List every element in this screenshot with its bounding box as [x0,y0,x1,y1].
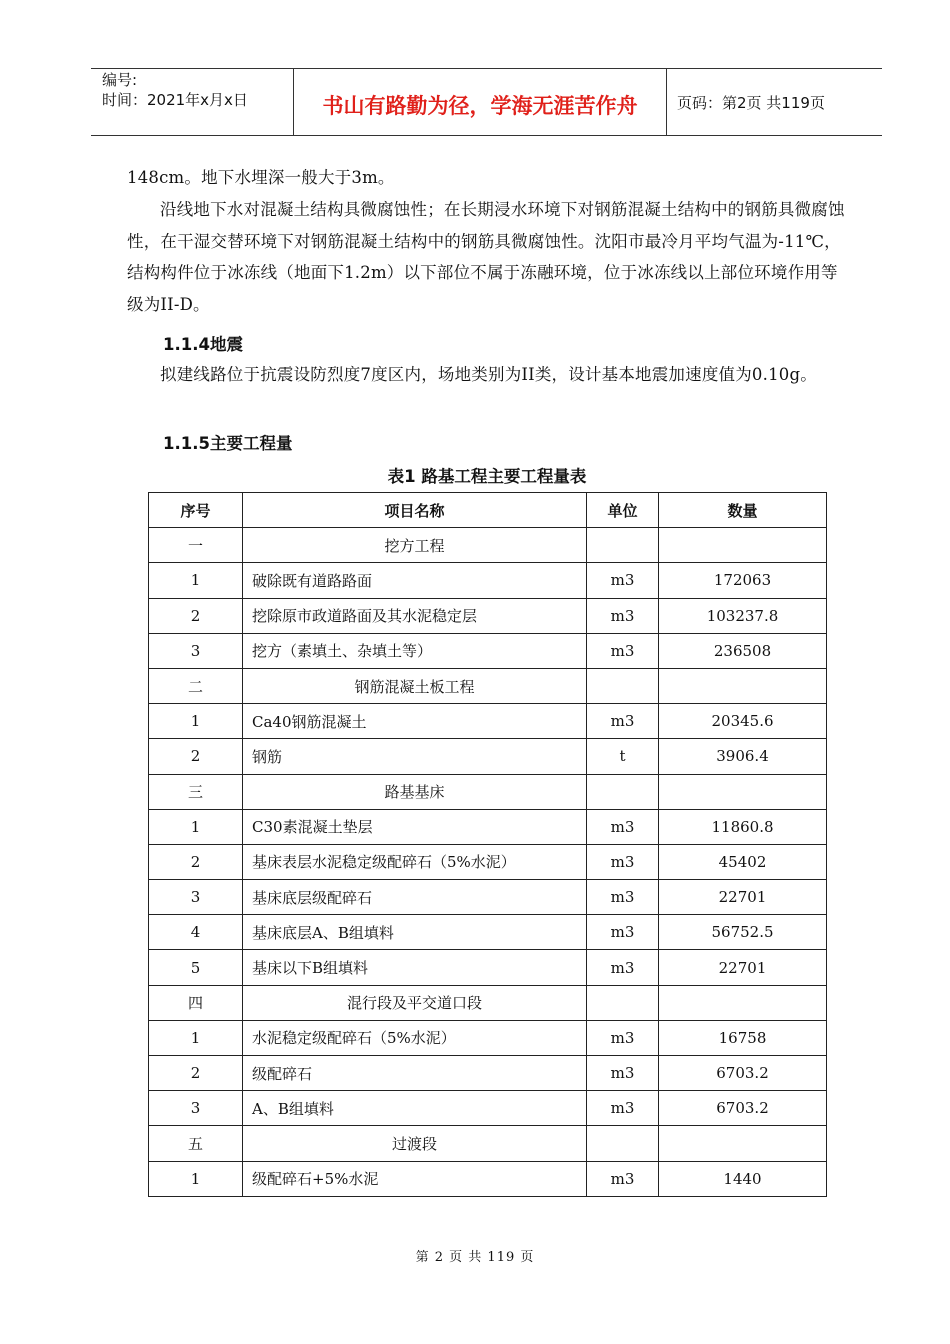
header-motto: 书山有路勤为径，学海无涯苦作舟 [322,94,638,118]
cell-no: 5 [149,950,243,985]
cell-name: Ca40钢筋混凝土 [243,704,587,739]
cell-name: 水泥稳定级配碎石（5%水泥） [243,1020,587,1055]
cell-no: 1 [149,1161,243,1196]
cell-unit: m3 [587,880,659,915]
section-heading-quantities: 1.1.5主要工程量 [163,434,293,453]
table-row [149,563,827,598]
cell-name: C30素混凝土垫层 [243,809,587,844]
cell-name: A、B组填料 [243,1091,587,1126]
cell-name: 钢筋混凝土板工程 [243,668,587,703]
cell-name: 路基基床 [243,774,587,809]
cell-name: 钢筋 [243,739,587,774]
cell-qty: 6703.2 [659,1091,827,1126]
cell-unit: m3 [587,1056,659,1091]
cell-no: 2 [149,739,243,774]
table-row [149,985,827,1020]
cell-qty: 56752.5 [659,915,827,950]
cell-qty: 16758 [659,1020,827,1055]
cell-qty [659,528,827,563]
header-page-info: 页码：第2页 共119页 [677,94,825,112]
cell-no: 五 [149,1126,243,1161]
cell-unit: m3 [587,1020,659,1055]
table-row [149,1161,827,1196]
cell-qty: 172063 [659,563,827,598]
table-row [149,880,827,915]
page-footer: 第 2 页 共 119 页 [415,1250,535,1265]
header-unit: 单位 [587,493,659,528]
cell-unit: m3 [587,809,659,844]
cell-qty: 22701 [659,880,827,915]
cell-no: 1 [149,809,243,844]
cell-no: 三 [149,774,243,809]
header-top-rule [91,68,882,69]
cell-qty [659,774,827,809]
paragraph-text: 沿线地下水对混凝土结构具微腐蚀性；在长期浸水环境下对钢筋混凝土结构中的钢筋具微腐蚀性，在干湿交替环境下对钢筋混凝土结构中的钢筋具微腐蚀性。沈阳市最冷月平均气温为-11℃，结构构件位于冰冻线（地面下1.2m）以下部位不属于冻融环境，位于冰冻线以上部位环境作用等级为II-D。 [127,200,845,314]
cell-unit: m3 [587,598,659,633]
cell-qty: 45402 [659,844,827,879]
cell-qty: 1440 [659,1161,827,1196]
cell-unit [587,985,659,1020]
cell-unit: m3 [587,1161,659,1196]
cell-unit: m3 [587,915,659,950]
cell-name: 基床以下B组填料 [243,950,587,985]
cell-no: 3 [149,880,243,915]
cell-unit: t [587,739,659,774]
cell-name: 挖方工程 [243,528,587,563]
header-no: 序号 [149,493,243,528]
cell-unit: m3 [587,563,659,598]
table-row [149,739,827,774]
cell-name: 级配碎石 [243,1056,587,1091]
table-row [149,668,827,703]
header-qty: 数量 [659,493,827,528]
cell-unit [587,1126,659,1161]
cell-qty: 3906.4 [659,739,827,774]
cell-unit [587,774,659,809]
cell-name: 过渡段 [243,1126,587,1161]
table-row [149,704,827,739]
table-body [149,528,827,1197]
cell-no: 一 [149,528,243,563]
document-time-label: 时间：2021年x月x日 [102,91,248,109]
table-row [149,774,827,809]
section-heading-earthquake: 1.1.4地震 [163,335,243,354]
table-row [149,1056,827,1091]
cell-no: 3 [149,633,243,668]
cell-qty: 103237.8 [659,598,827,633]
cell-no: 4 [149,915,243,950]
header-name: 项目名称 [243,493,587,528]
cell-name: 级配碎石+5%水泥 [243,1161,587,1196]
header-bottom-rule [91,135,882,136]
cell-no: 2 [149,598,243,633]
cell-qty: 20345.6 [659,704,827,739]
cell-qty: 236508 [659,633,827,668]
cell-unit: m3 [587,633,659,668]
cell-name: 破除既有道路路面 [243,563,587,598]
cell-no: 3 [149,1091,243,1126]
table-row [149,1020,827,1055]
table-row [149,915,827,950]
cell-unit: m3 [587,844,659,879]
cell-name: 基床底层级配碎石 [243,880,587,915]
paragraph-groundwater-depth [127,162,847,194]
cell-name: 混行段及平交道口段 [243,985,587,1020]
table-header-row [149,493,827,528]
table-caption: 表1 路基工程主要工程量表 [387,467,587,486]
table-row [149,1126,827,1161]
cell-no: 二 [149,668,243,703]
table-row [149,1091,827,1126]
table-row [149,809,827,844]
cell-no: 2 [149,844,243,879]
cell-name: 挖除原市政道路面及其水泥稳定层 [243,598,587,633]
table-row [149,844,827,879]
table-row [149,950,827,985]
cell-no: 1 [149,563,243,598]
cell-qty [659,1126,827,1161]
header-meta [102,70,248,110]
paragraph-text: 148cm。地下水埋深一般大于3m。 [127,168,395,187]
cell-qty: 11860.8 [659,809,827,844]
document-number-label: 编号: [102,71,138,89]
cell-name: 挖方（素填土、杂填土等） [243,633,587,668]
cell-unit: m3 [587,1091,659,1126]
paragraph-text: 拟建线路位于抗震设防烈度7度区内，场地类别为II类，设计基本地震加速度值为0.10g。 [160,365,817,384]
paragraph-corrosion [127,194,847,320]
cell-qty [659,668,827,703]
cell-unit: m3 [587,950,659,985]
cell-no: 1 [149,1020,243,1055]
cell-unit: m3 [587,704,659,739]
cell-qty [659,985,827,1020]
cell-unit [587,668,659,703]
cell-name: 基床底层A、B组填料 [243,915,587,950]
table-row [149,528,827,563]
cell-qty: 22701 [659,950,827,985]
cell-no: 1 [149,704,243,739]
cell-name: 基床表层水泥稳定级配碎石（5%水泥） [243,844,587,879]
cell-no: 四 [149,985,243,1020]
cell-no: 2 [149,1056,243,1091]
cell-unit [587,528,659,563]
table-row [149,598,827,633]
header-divider-right [666,68,667,135]
cell-qty: 6703.2 [659,1056,827,1091]
quantities-table [148,492,827,1197]
paragraph-seismic [127,359,847,391]
table-row [149,633,827,668]
